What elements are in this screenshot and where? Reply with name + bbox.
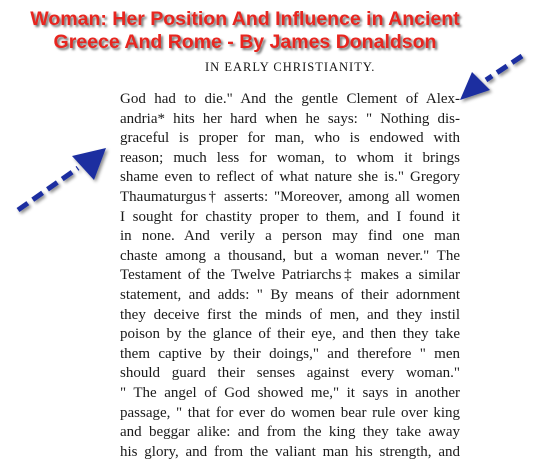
text-line: chaste among a thousand, but a woman never." The (120, 247, 460, 264)
text-line: God had to die." And the gentle Clement of Alex- (120, 91, 461, 107)
text-line: statement, and adds: " By means of their adornment (120, 286, 460, 303)
page-title-line-1: Woman: Her Position And Influence in Ancient (30, 8, 460, 30)
text-line: Testament of the Twelve Patriarchs‡ makes a similar (120, 267, 460, 284)
text-line: passage, " that for ever do women bear rule over king (120, 404, 460, 421)
text-line: them captive by their doings," and therefore " men (120, 345, 460, 362)
text-line: shame even to reflect of what nature she is." Gregory (120, 169, 460, 186)
dashed-arrow-right-icon (10, 140, 120, 220)
text-line: Thaumaturgus† asserts: "Moreover, among all women (120, 188, 460, 205)
text-line: andria* hits her hard when he says: " Nothing dis- (120, 110, 460, 127)
page-title-line-2: Greece And Rome - By James Donaldson (53, 31, 437, 53)
text-line: poison by the glance of their eye, and then they take (120, 326, 460, 343)
text-line: in none. And verily a person may find one man (120, 228, 460, 245)
running-head: IN EARLY CHRISTIANITY. (205, 60, 376, 74)
text-line: " The angel of God showed me," it says in another (120, 384, 460, 401)
text-line: and beggar alike: and from the king they take away (120, 424, 460, 441)
dashed-arrow-left-icon (450, 50, 530, 110)
text-line: they deceive first the minds of men, and they instil (120, 306, 460, 323)
text-line: reason; much less for woman, to whom it brings (120, 149, 460, 166)
text-line: should guard their senses against every woman." (120, 365, 460, 382)
text-line: his glory, and from the valiant man his strength, and (120, 443, 460, 460)
text-line: graceful is proper for man, who is endowed with (120, 130, 460, 147)
text-line: I sought for chastity proper to them, and I found it (120, 208, 460, 225)
page-body (120, 90, 460, 462)
